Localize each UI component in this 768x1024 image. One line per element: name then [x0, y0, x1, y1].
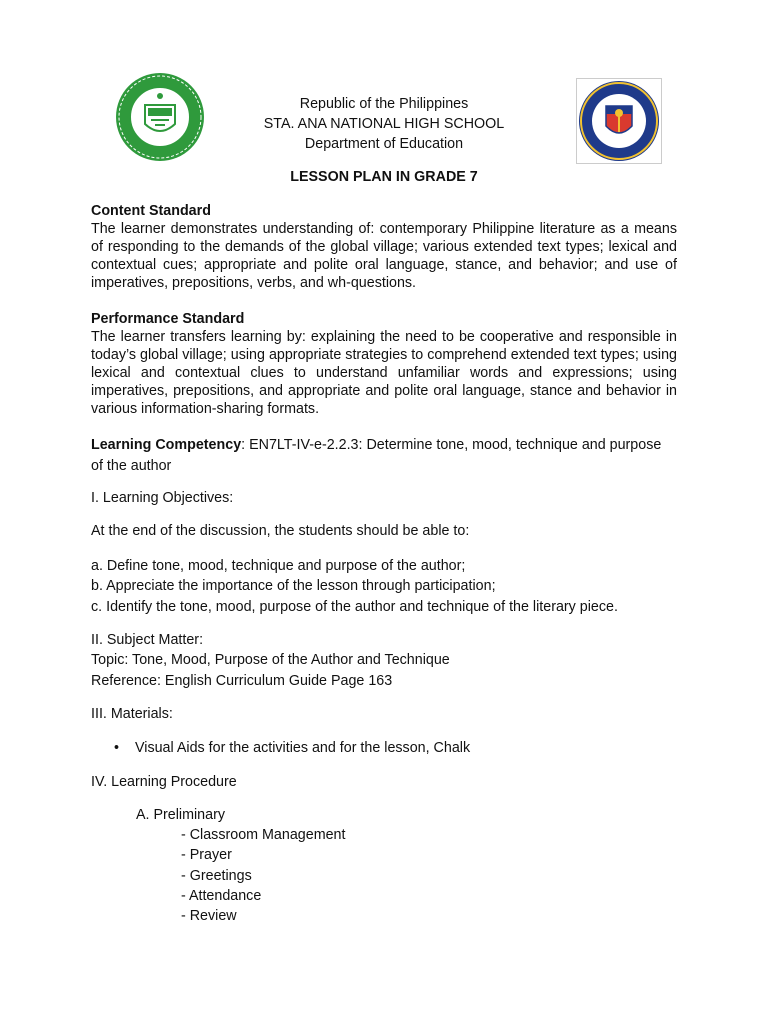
subject-matter-reference: Reference: English Curriculum Guide Page 163	[91, 672, 393, 689]
objectives-intro-block	[91, 522, 677, 540]
lesson-plan-title: LESSON PLAN IN GRADE 7	[290, 169, 478, 185]
objectives-list	[91, 556, 677, 617]
procedure-step: - Greetings	[181, 867, 252, 884]
content-standard-text: The learner demonstrates understanding of: contemporary Philippine literature as a means of responding to the demands of the global village; various extended text types; lexical and contextual cues; appropriate and polite oral language, stance, and behavior; and use of imperatives, prepositions, verbs, and wh-questions.	[91, 221, 677, 291]
content-standard-heading: Content Standard	[91, 203, 211, 219]
procedure-section-a-block	[91, 806, 677, 824]
school-seal-logo	[115, 72, 205, 162]
procedure-steps	[91, 825, 677, 926]
subject-matter-section	[91, 630, 677, 691]
performance-standard-section	[91, 310, 677, 418]
procedure-section-a: A. Preliminary	[136, 807, 225, 823]
document-header	[200, 94, 568, 154]
subject-matter-topic: Topic: Tone, Mood, Purpose of the Author and Technique	[91, 652, 450, 669]
objective-item: a. Define tone, mood, technique and purpose of the author;	[91, 558, 466, 574]
objectives-intro: At the end of the discussion, the students should be able to:	[91, 523, 470, 539]
header-school: STA. ANA NATIONAL HIGH SCHOOL	[263, 116, 505, 132]
materials-list-block	[91, 739, 677, 757]
learning-competency-text: : EN7LT-IV-e-2.2.3: Determine tone, mood, technique and purpose of the author	[91, 437, 662, 474]
performance-standard-text: The learner transfers learning by: explaining the need to be cooperative and responsible in today’s global village; using appropriate strategies to comprehend extended text types; using lexical and contextual clues to understand unfamiliar words and expressions; using imperatives, prepositions, and appropriate and polite oral language, stance and behavior in various information-sharing formats.	[91, 329, 677, 417]
materials-item: • Visual Aids for the activities and for the lesson, Chalk	[91, 739, 677, 757]
procedure-heading-block	[91, 773, 677, 791]
header-department: Department of Education	[304, 136, 464, 152]
performance-standard-heading: Performance Standard	[91, 311, 245, 327]
procedure-step: - Review	[181, 908, 237, 925]
learning-competency-section	[91, 435, 677, 477]
procedure-step: - Prayer	[181, 847, 232, 864]
objectives-heading: I. Learning Objectives:	[91, 490, 234, 506]
procedure-heading: IV. Learning Procedure	[91, 774, 237, 790]
content-standard-section	[91, 202, 677, 292]
materials-heading: III. Materials:	[91, 706, 173, 722]
materials-list	[91, 739, 677, 757]
objective-item: b. Appreciate the importance of the lesson through participation;	[91, 578, 496, 595]
objective-item: c. Identify the tone, mood, purpose of the author and technique of the literary piece.	[91, 598, 618, 615]
learning-competency-label: Learning Competency	[91, 437, 242, 453]
procedure-step: - Attendance	[181, 887, 262, 904]
subject-matter-heading: II. Subject Matter:	[91, 632, 204, 648]
objectives-heading-block	[91, 489, 677, 507]
deped-seal-logo	[576, 78, 662, 164]
materials-heading-block	[91, 705, 677, 723]
header-country: Republic of the Philippines	[299, 96, 469, 112]
procedure-step: - Classroom Management	[181, 827, 346, 843]
